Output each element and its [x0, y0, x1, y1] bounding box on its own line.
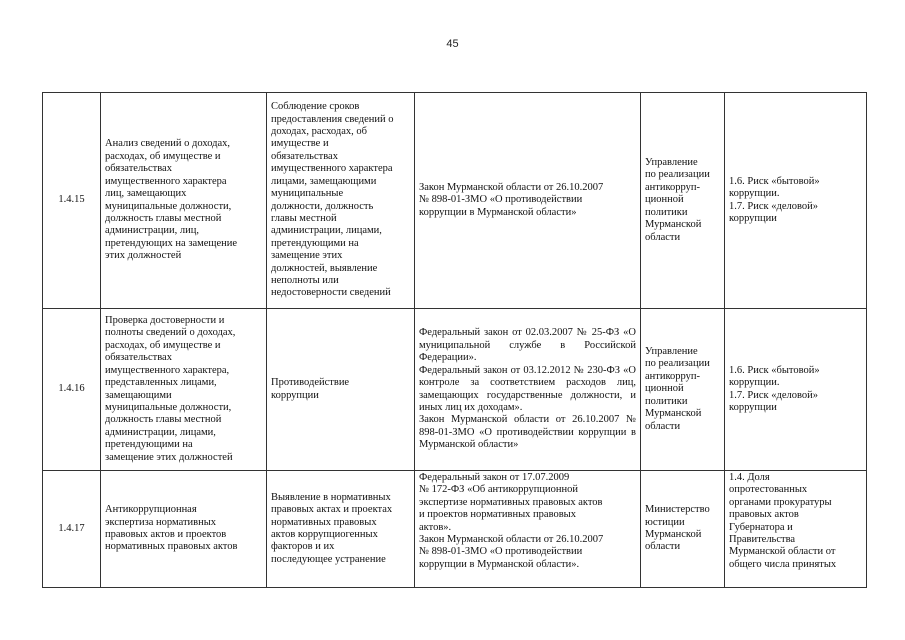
page-number: 45: [446, 38, 459, 50]
risk-cell: 1.6. Риск «бытовой» коррупции. 1.7. Риск «деловой» коррупции: [725, 93, 867, 309]
table-row: [43, 93, 867, 309]
risk-cell: 1.4. Доля опротестованных органами прокуратуры правовых актов Губернатора и Правительства Мурманской области от общего числа принятых: [725, 471, 867, 588]
risk-cell: 1.6. Риск «бытовой» коррупции. 1.7. Риск «деловой» коррупции: [725, 309, 867, 471]
measure-cell: Анализ сведений о доходах, расходах, об имуществе и обязательствах имущественного характера лиц, замещающих муниципальные должности, должность главы местной администрации, лиц, претендующих на замещение этих должностей: [101, 93, 267, 309]
basis-cell: Федеральный закон от 17.07.2009 № 172-ФЗ «Об антикоррупционной экспертизе нормативных правовых актов и проектов нормативных правовых актов». Закон Мурманской области от 26.10.2007 № 898-01-ЗМО «О противодействии коррупции в Мурманской области».: [415, 471, 641, 588]
executor-cell: Министерство юстиции Мурманской области: [641, 471, 725, 588]
measures-table: [42, 92, 867, 588]
goal-cell: Противодействие коррупции: [267, 309, 415, 471]
basis-cell: Федеральный закон от 02.03.2007 № 25-ФЗ «О муниципальной службе в Российской Федерации». Федеральный закон от 03.12.2012 № 230-ФЗ «О контроле за соответствием расходов лиц, замещающих государственные должности, и иных лиц их доходам». Закон Мурманской области от 26.10.2007 № 898-01-ЗМО «О противодействии коррупции в Мурманской области»: [415, 309, 641, 471]
table-row: [43, 309, 867, 471]
row-number: 1.4.15: [43, 93, 101, 309]
goal-cell: Выявление в нормативных правовых актах и проектах нормативных правовых актов коррупциогенных факторов и их последующее устранение: [267, 471, 415, 588]
measure-cell: Проверка достоверности и полноты сведений о доходах, расходах, об имуществе и обязательствах имущественного характера, представленных лицами, замещающими муниципальные должности, должность главы местной администрации, лицами, претендующими на замещение этих должностей: [101, 309, 267, 471]
table-row: [43, 471, 867, 588]
basis-cell: Закон Мурманской области от 26.10.2007 № 898-01-ЗМО «О противодействии коррупции в Мурманской области»: [415, 93, 641, 309]
executor-cell: Управление по реализации антикорруп- ционной политики Мурманской области: [641, 309, 725, 471]
goal-cell: Соблюдение сроков предоставления сведений о доходах, расходах, об имуществе и обязательствах имущественного характера лицами, замещающими муниципальные должности, должность главы местной администрации, лицами, претендующими на замещение этих должностей, выявление неполноты или недостоверности сведений: [267, 93, 415, 309]
row-number: 1.4.17: [43, 471, 101, 588]
row-number: 1.4.16: [43, 309, 101, 471]
measure-cell: Антикоррупционная экспертиза нормативных правовых актов и проектов нормативных правовых актов: [101, 471, 267, 588]
executor-cell: Управление по реализации антикорруп- ционной политики Мурманской области: [641, 93, 725, 309]
